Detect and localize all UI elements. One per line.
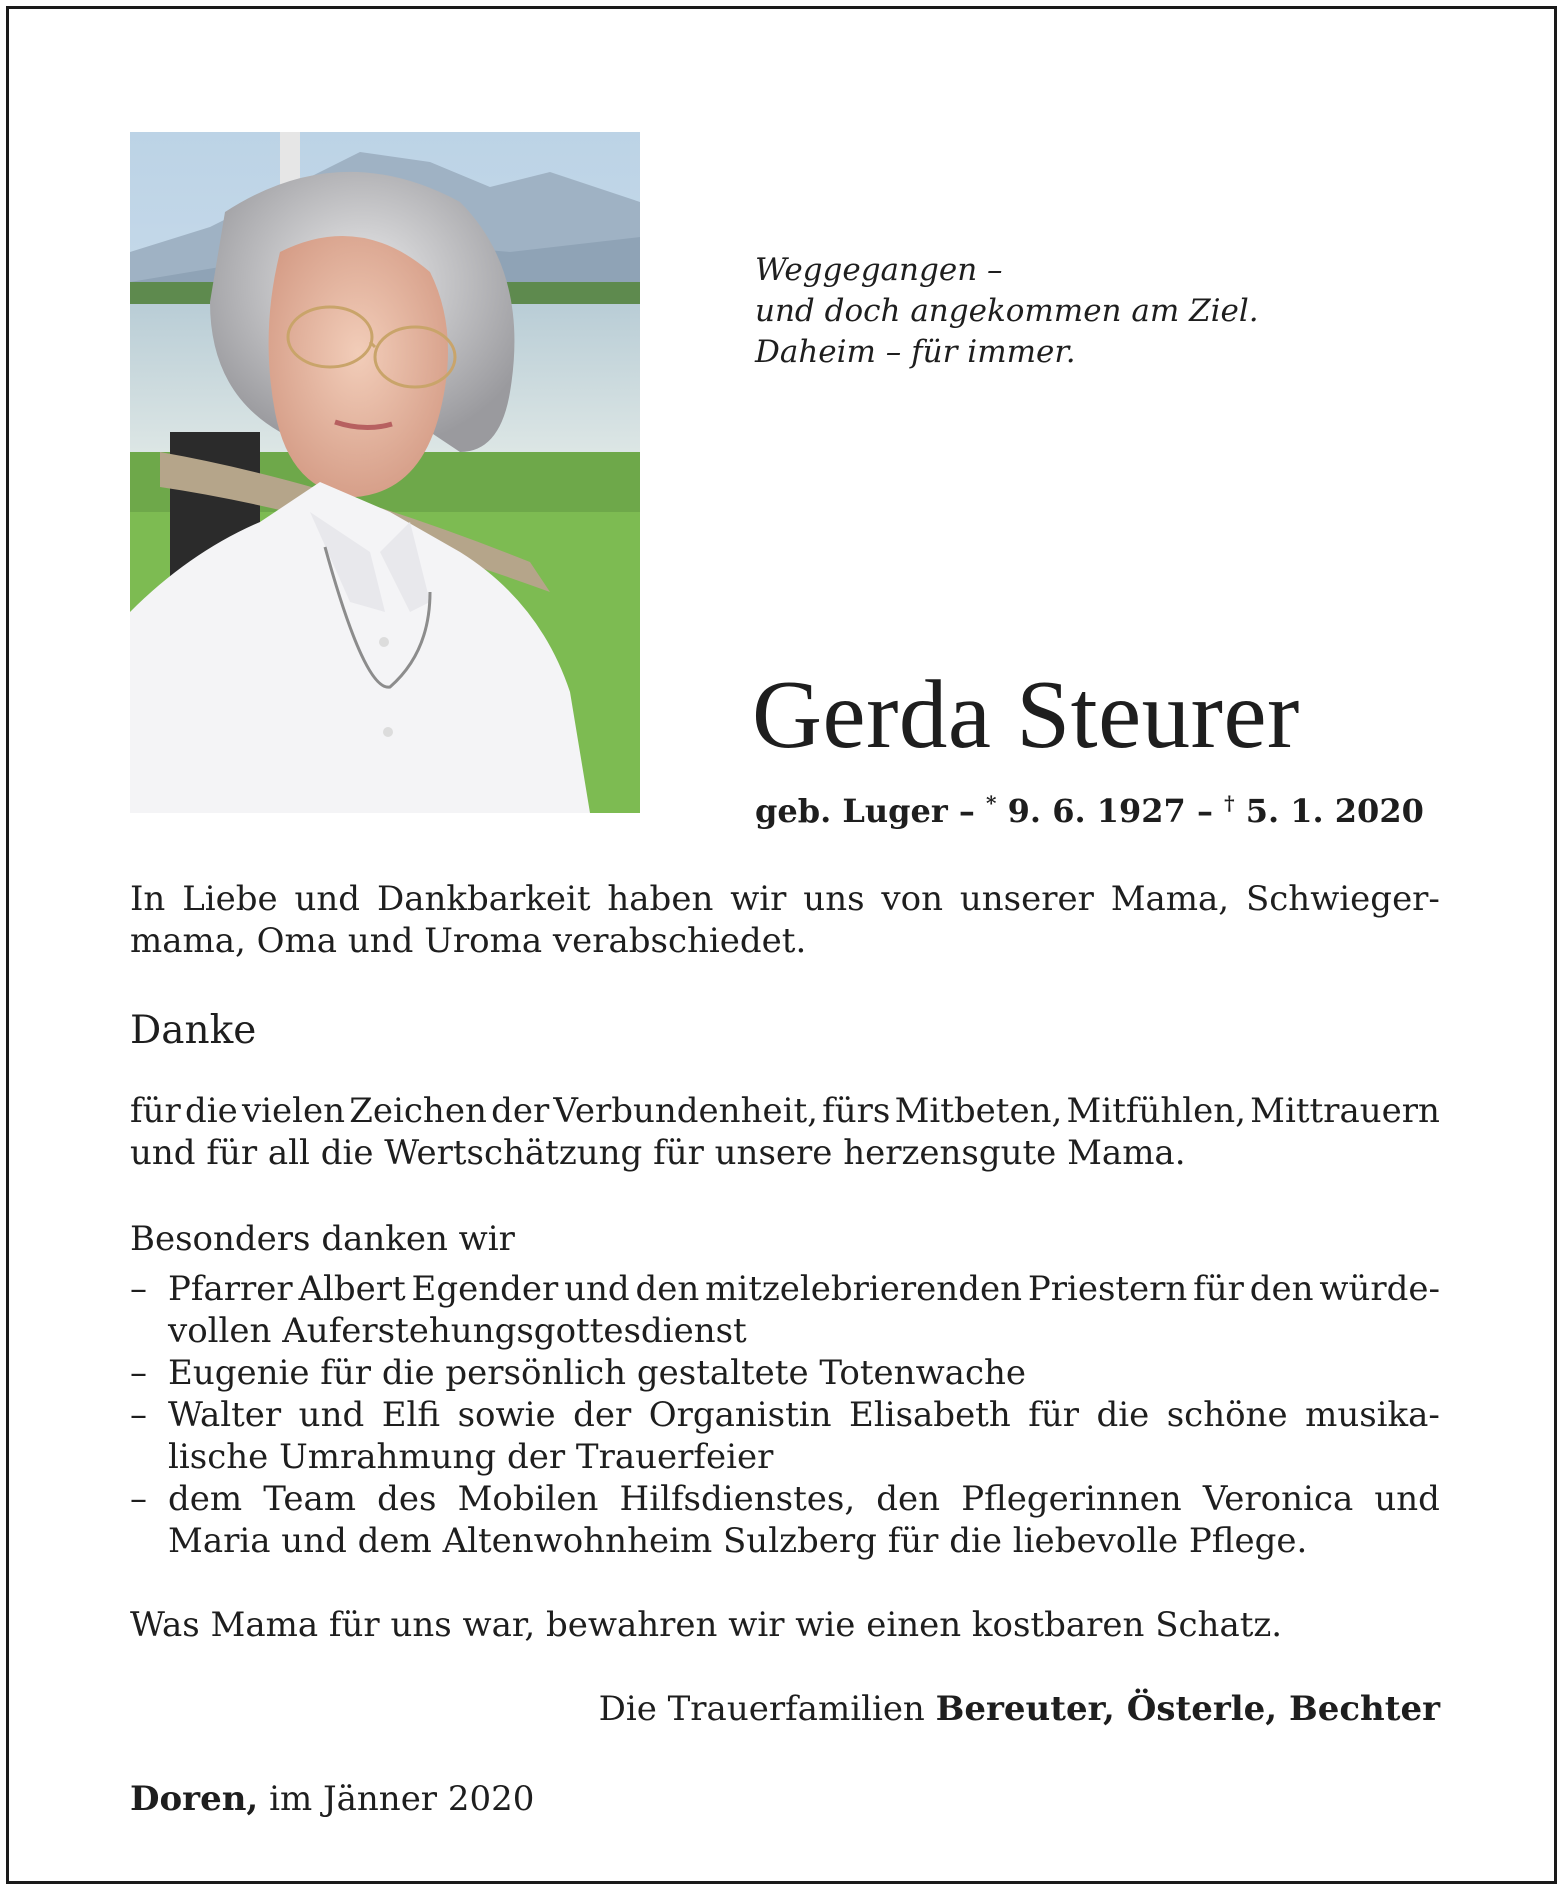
word: Elfi [381,1395,441,1435]
list-dash: – [130,1395,147,1435]
list-item-line: Eugenie für die persönlich gestaltete Totenwache [168,1353,1027,1393]
word: Verbundenheit, [553,1091,818,1131]
word: die [184,1091,238,1131]
word: und [298,1395,365,1435]
poem-quote [755,250,1259,373]
word: Hilfsdienstes, [619,1479,856,1519]
word: die [1096,1395,1150,1435]
list-item-line [168,1478,1440,1520]
word: den [876,1479,941,1519]
poem-line: Daheim – für immer. [755,334,1076,370]
word: würde- [1319,1269,1440,1309]
word: mitzelebrierenden [705,1269,1022,1309]
word: Priestern [1027,1269,1188,1309]
word: für [130,1091,181,1131]
poem-line: Weggegangen – [755,252,1003,288]
family-names: Bereuter, Österle, Bechter [935,1689,1440,1729]
place-and-date [130,1778,534,1820]
list-item [130,1268,1440,1352]
death-date: 5. 1. 2020 [1234,792,1424,830]
word: Dankbarkeit [376,879,591,919]
list-item [130,1478,1440,1562]
word: Mitbeten, [894,1091,1063,1131]
thanks-line-2: und für all die Wertschätzung für unsere herzensgute Mama. [130,1133,1186,1173]
danke-heading: Danke [130,1008,257,1053]
word: haben [607,879,714,919]
list-item-line [168,1394,1440,1436]
notice-date: im Jänner 2020 [258,1779,535,1819]
word: des [377,1479,437,1519]
maiden-name: geb. Luger – [755,792,987,830]
word: und [564,1269,630,1309]
word: der [573,1395,632,1435]
word: Pflegerinnen [961,1479,1182,1519]
list-item [130,1394,1440,1478]
word: den [635,1269,700,1309]
word: Pfarrer [168,1269,293,1309]
word: und [294,879,361,919]
closing-sentence: Was Mama für uns war, bewahren wir wie einen kostbaren Schatz. [130,1605,1283,1645]
intro-paragraph [130,878,1440,962]
word: schöne [1166,1395,1288,1435]
word: dem [168,1479,243,1519]
word: uns [803,879,865,919]
thanks-paragraph [130,1090,1440,1174]
birth-star-icon: * [986,791,997,815]
word: Mobilen [457,1479,599,1519]
word: Elisabeth [849,1395,1011,1435]
list-item-line [168,1268,1440,1310]
word: für [1193,1269,1244,1309]
list-item [130,1352,1440,1394]
word: Schwieger- [1245,879,1440,919]
intro-line-2: mama, Oma und Uroma verabschiedet. [130,921,807,961]
word: und [1374,1479,1440,1519]
list-item-line: lische Umrahmung der Trauerfeier [168,1437,774,1477]
word: Walter [168,1395,282,1435]
word: Egender [411,1269,559,1309]
word: In [130,879,166,919]
thanks-line-1 [130,1090,1440,1132]
portrait-photo [130,132,640,813]
word: Mitfühlen, [1066,1091,1246,1131]
list-dash: – [130,1353,147,1393]
word: wir [730,879,787,919]
word: Veronica [1202,1479,1354,1519]
list-dash: – [130,1479,147,1519]
word: musika- [1305,1395,1440,1435]
word: Organistin [648,1395,832,1435]
life-dates [755,782,1424,832]
word: Team [263,1479,356,1519]
families-prefix: Die Trauerfamilien [598,1689,936,1729]
word: Albert [298,1269,406,1309]
word: unserer [959,879,1094,919]
death-cross-icon: † [1224,791,1235,815]
word: Liebe [182,879,278,919]
besonders-heading: Besonders danken wir [130,1219,515,1259]
intro-line-1 [130,878,1440,920]
word: Zeichen [349,1091,487,1131]
poem-line: und doch angekommen am Ziel. [755,293,1259,329]
word: von [881,879,943,919]
birth-date: 9. 6. 1927 – [996,792,1225,830]
list-item-line: Maria und dem Altenwohnheim Sulzberg für die liebevolle Pflege. [168,1521,1308,1561]
word: den [1249,1269,1314,1309]
word: sowie [457,1395,556,1435]
list-dash: – [130,1269,147,1309]
word: für [1028,1395,1079,1435]
mourning-families [599,1688,1440,1730]
word: Mittrauern [1250,1091,1440,1131]
deceased-name: Gerda Steurer [752,661,1300,768]
word: vielen [241,1091,346,1131]
word: der [491,1091,550,1131]
word: fürs [822,1091,891,1131]
word: Mama, [1110,879,1230,919]
place-name: Doren, [130,1779,259,1819]
list-item-line: vollen Auferstehungsgottesdienst [168,1311,747,1351]
thanks-list [130,1268,1440,1562]
